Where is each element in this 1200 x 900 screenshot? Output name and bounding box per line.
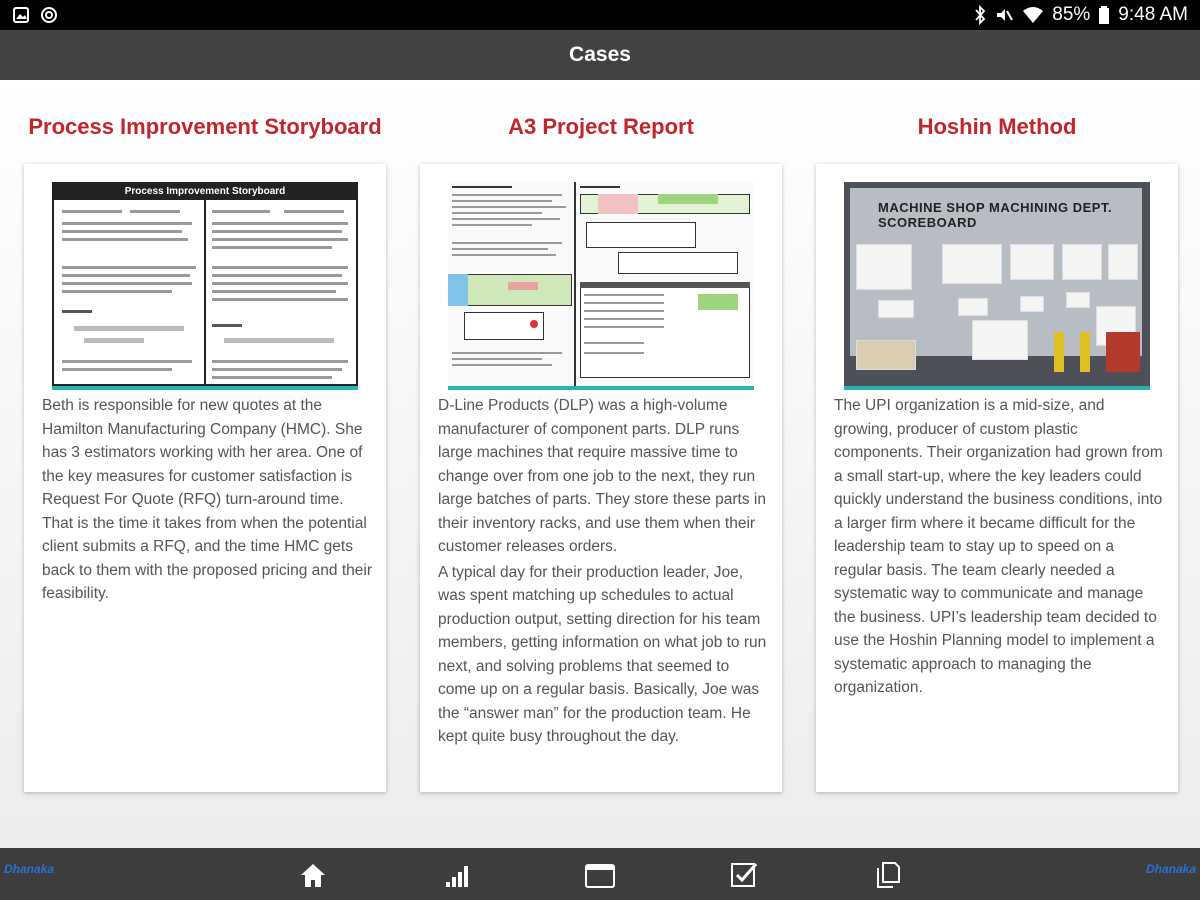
mute-icon	[994, 5, 1014, 25]
nav-home-button[interactable]	[296, 858, 330, 892]
case-thumbnail[interactable]	[844, 182, 1150, 390]
page-title: Cases	[569, 43, 631, 66]
bluetooth-icon	[974, 5, 986, 25]
stats-icon	[442, 860, 472, 890]
case-card[interactable]	[420, 164, 782, 792]
case-card[interactable]	[24, 164, 386, 792]
nav-stats-button[interactable]	[440, 858, 474, 892]
bottom-nav	[0, 848, 1200, 900]
checklist-icon	[729, 860, 759, 890]
status-bar	[0, 0, 1200, 30]
thumbnail-caption: MACHINE SHOP MACHINING DEPT. SCOREBOARD	[878, 200, 1113, 230]
case-description: Beth is responsible for new quotes at the Hamilton Manufacturing Company (HMC). She has 3 estimators working with her area. One of the key measures for customer satisfaction is Request For Quote (RFQ) turn-around time. That is the time it takes from when the potential client submits a RFQ, and the time HMC gets back to them with the proposed pricing and their feasibility.	[42, 397, 372, 602]
case-title[interactable]: A3 Project Report	[508, 114, 694, 139]
image-icon	[12, 6, 30, 24]
case-title[interactable]: Hoshin Method	[917, 114, 1077, 139]
case-description: D-Line Products (DLP) was a high-volume manufacturer of component parts. DLP runs large machines that require massive time to change over from one job to the next, they run large batches of parts. They store these parts in their inventory racks, and use them when their customer releases orders. A typical day for their production leader, Joe, was spent matching up schedules to actual production output, setting direction for his team members, getting information on what job to run next, and solving problems that seemed to come up on a regular basis. Basically, Joe was the “answer man” for the production team. He kept quite busy throughout the day.	[438, 397, 767, 745]
clock: 9:48 AM	[1118, 4, 1188, 25]
home-icon	[298, 860, 328, 890]
nav-window-button[interactable]	[583, 858, 617, 892]
battery-percent: 85%	[1052, 4, 1091, 25]
case-description: The UPI organization is a mid-size, and growing, producer of custom plastic components. Their organization had grown from a small start-up, where the key leaders could quickly understand the business conditions, into a larger firm where it became difficult for the leadership team to stay up to speed on a regular basis. The team clearly needed a systematic way to communicate and manage the business. UPI’s leadership team decided to use the Hoshin Planning model to implement a systematic approach to managing the organization.	[834, 397, 1163, 696]
wifi-icon	[1022, 5, 1044, 25]
cases-content	[0, 80, 1200, 848]
case-thumbnail[interactable]	[52, 182, 358, 390]
app-header	[0, 30, 1200, 80]
brand-logo-right: Dhanaka	[1145, 862, 1196, 876]
documents-icon	[873, 860, 903, 890]
case-card[interactable]	[816, 164, 1178, 792]
brand-logo-left: Dhanaka	[4, 862, 55, 876]
sync-icon	[40, 6, 58, 24]
nav-checklist-button[interactable]	[727, 858, 761, 892]
case-title[interactable]: Process Improvement Storyboard	[28, 114, 382, 139]
thumbnail-caption: Process Improvement Storyboard	[54, 184, 356, 200]
window-icon	[584, 860, 616, 890]
case-thumbnail[interactable]	[448, 182, 754, 390]
nav-documents-button[interactable]	[871, 858, 905, 892]
battery-icon	[1098, 5, 1110, 25]
